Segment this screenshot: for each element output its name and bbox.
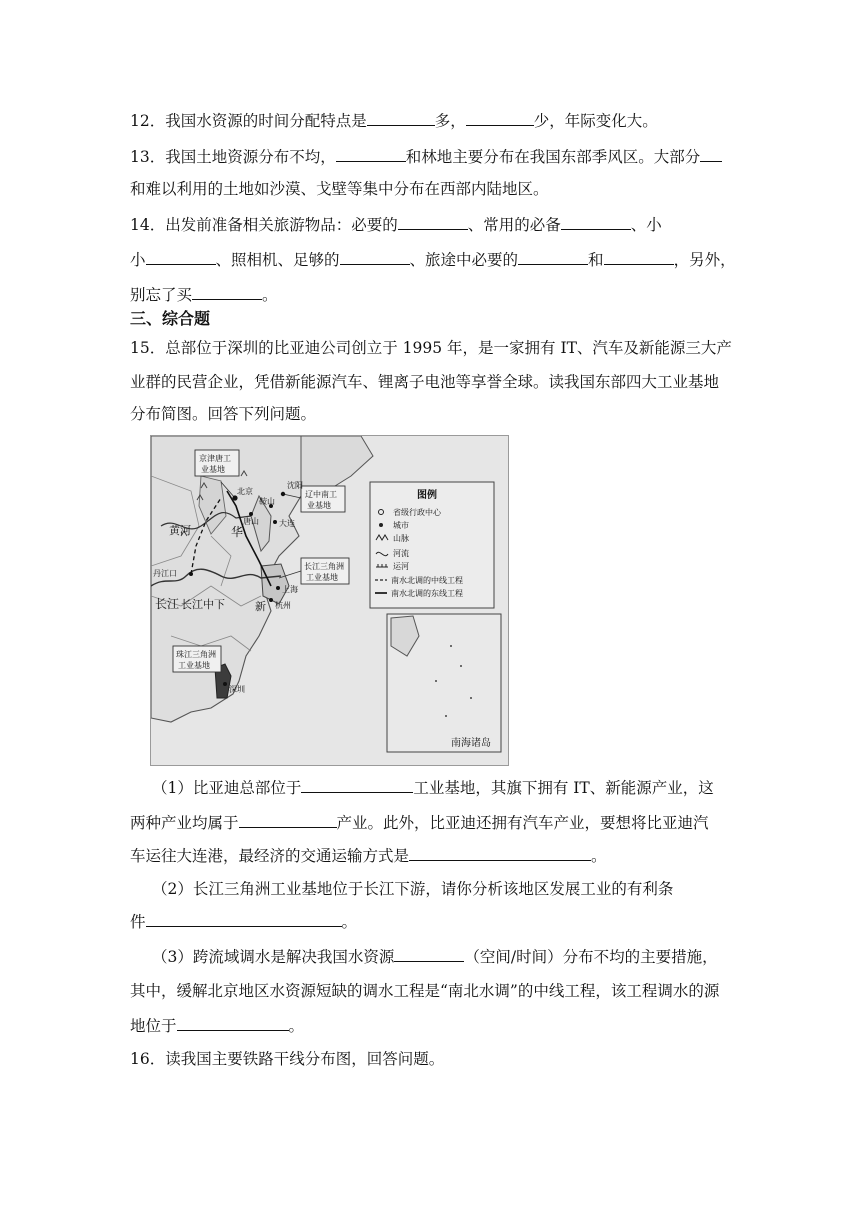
answer-blank[interactable]: [192, 284, 262, 300]
legend-text: 河流: [393, 549, 409, 558]
q15-3-text: （空间/时间）分布不均的主要措施，: [464, 948, 718, 966]
answer-blank[interactable]: [367, 110, 435, 126]
legend-text: 南水北调的东线工程: [391, 589, 463, 598]
section-heading: 三、综合题: [130, 309, 211, 328]
question-12: [130, 110, 658, 131]
q15-1-text: 产业。此外，比亚迪还拥有汽车产业，要想将比亚迪汽: [336, 814, 709, 832]
legend-canal-symbol: [376, 564, 388, 567]
q15-2-text: 。: [341, 913, 358, 931]
q14-text: ，另外，: [673, 251, 736, 269]
legend-text: 南水北调的中线工程: [391, 576, 463, 585]
q15-2-text: 件: [130, 913, 146, 931]
question-15-3: [152, 946, 718, 967]
answer-blank[interactable]: [301, 777, 413, 793]
city-label: 鞍山: [259, 497, 275, 506]
legend-text: 山脉: [393, 534, 409, 543]
q13-text: 和难以利用的土地如沙漠、戈壁等集中分布在西部内陆地区。: [130, 180, 549, 198]
question-15-1-line3: [130, 845, 607, 866]
city-label: 大连: [279, 519, 295, 528]
question-15-1-line2: [130, 812, 709, 833]
q14-text: 。: [262, 286, 278, 304]
legend-city-symbol: [379, 523, 383, 527]
river-label: 长江中下: [181, 598, 225, 611]
q15-1-text: 工业基地，其旗下拥有 IT、新能源产业，这: [413, 779, 714, 797]
answer-blank[interactable]: [561, 214, 631, 230]
city-label: 深圳: [229, 685, 245, 694]
question-15-3-line3: [130, 1015, 304, 1036]
q15-1-text: 两种产业均属于: [130, 814, 239, 832]
q12-text: 多，: [434, 112, 466, 130]
legend-text: 运河: [393, 562, 409, 571]
q14-text: 、常用的必备: [467, 216, 561, 234]
answer-blank[interactable]: [466, 110, 534, 126]
base-label-jingjin: 业基地: [201, 465, 225, 474]
question-15: 15．总部位于深圳的比亚迪公司创立于 1995 年，是一家拥有 IT、汽车及新能源三大产: [130, 339, 732, 357]
question-15-2-line2: [130, 911, 357, 932]
question-15-2: （2）长江三角洲工业基地位于长江下游，请你分析该地区发展工业的有利条: [152, 880, 674, 898]
q13-text: 13．我国土地资源分布不均，: [130, 148, 336, 166]
city-label: 北京: [237, 487, 253, 496]
q14-text: 、小: [630, 216, 662, 234]
q15-3-text: 。: [288, 1017, 305, 1035]
base-label-liaozhong: 业基地: [307, 501, 331, 510]
base-label-zhujiang: 珠江三角洲: [176, 650, 216, 659]
answer-blank[interactable]: [146, 911, 342, 927]
q12-text: 12．我国水资源的时间分配特点是: [130, 112, 367, 130]
q15-3-text: 地位于: [130, 1017, 177, 1035]
answer-blank[interactable]: [177, 1015, 289, 1031]
legend-text: 省级行政中心: [393, 508, 441, 517]
city-label: 沈阳: [287, 481, 303, 490]
q14-text: 和: [588, 251, 604, 269]
q15-1-text: 车运往大连港，最经济的交通运输方式是: [130, 847, 410, 865]
question-14-line3: [130, 284, 278, 305]
map-drawing: [151, 436, 508, 765]
legend-title: 图例: [417, 490, 437, 501]
region-label: 华: [231, 525, 244, 539]
answer-blank[interactable]: [518, 249, 588, 265]
answer-blank[interactable]: [336, 146, 406, 162]
industrial-base-map: [150, 435, 509, 766]
city-label: 唐山: [243, 517, 259, 526]
question-14-line2: [130, 249, 736, 270]
question-13: [130, 146, 722, 167]
inset-label: 南海诸岛: [451, 738, 491, 749]
question-15-3-line2: 其中，缓解北京地区水资源短缺的调水工程是“南北水调”的中线工程，该工程调水的源: [130, 982, 720, 1000]
city-label: 丹江口: [153, 569, 177, 578]
q14-text: 别忘了买: [130, 286, 193, 304]
answer-blank[interactable]: [146, 249, 216, 265]
city-label: 上海: [282, 585, 298, 594]
q12-text: 少，年际变化大。: [533, 112, 658, 130]
legend-text: 城市: [393, 521, 409, 530]
answer-blank[interactable]: [604, 249, 674, 265]
base-label-liaozhong: 辽中南工: [305, 490, 337, 499]
city-label: 杭州: [275, 601, 291, 610]
q15-1-text: （1）比亚迪总部位于: [152, 779, 302, 797]
q15-3-text: （3）跨流域调水是解决我国水资源: [152, 948, 395, 966]
question-15-line2: 业群的民营企业，凭借新能源汽车、锂离子电池等享誉全球。读我国东部四大工业基地: [130, 373, 720, 391]
question-15-1: [152, 777, 714, 798]
answer-blank[interactable]: [409, 845, 591, 861]
base-label-zhujiang: 工业基地: [178, 661, 210, 670]
base-label-changjiang: 长江三角洲: [304, 562, 344, 571]
base-label-jingjin: 京津唐工: [199, 454, 231, 463]
q14-text: 14．出发前准备相关旅游物品：必要的: [130, 216, 398, 234]
river-label: 黄河: [169, 524, 191, 537]
q14-text: 小: [130, 251, 146, 269]
question-14: [130, 214, 662, 235]
question-13-line2: [130, 179, 549, 199]
q13-text: 和林地主要分布在我国东部季风区。大部分: [405, 148, 701, 166]
answer-blank[interactable]: [700, 146, 722, 162]
question-15-line3: 分布简图。回答下列问题。: [130, 405, 317, 423]
base-label-changjiang: 工业基地: [306, 573, 338, 582]
q14-text: 、照相机、足够的: [215, 251, 340, 269]
q15-1-text: 。: [591, 847, 607, 865]
answer-blank[interactable]: [398, 214, 468, 230]
river-label: 新: [255, 600, 266, 613]
question-16: 16．读我国主要铁路干线分布图，回答问题。: [130, 1050, 445, 1068]
river-label: 长江: [155, 597, 180, 611]
answer-blank[interactable]: [340, 249, 410, 265]
answer-blank[interactable]: [394, 946, 464, 962]
answer-blank[interactable]: [239, 812, 337, 828]
q14-text: 、旅途中必要的: [409, 251, 519, 269]
